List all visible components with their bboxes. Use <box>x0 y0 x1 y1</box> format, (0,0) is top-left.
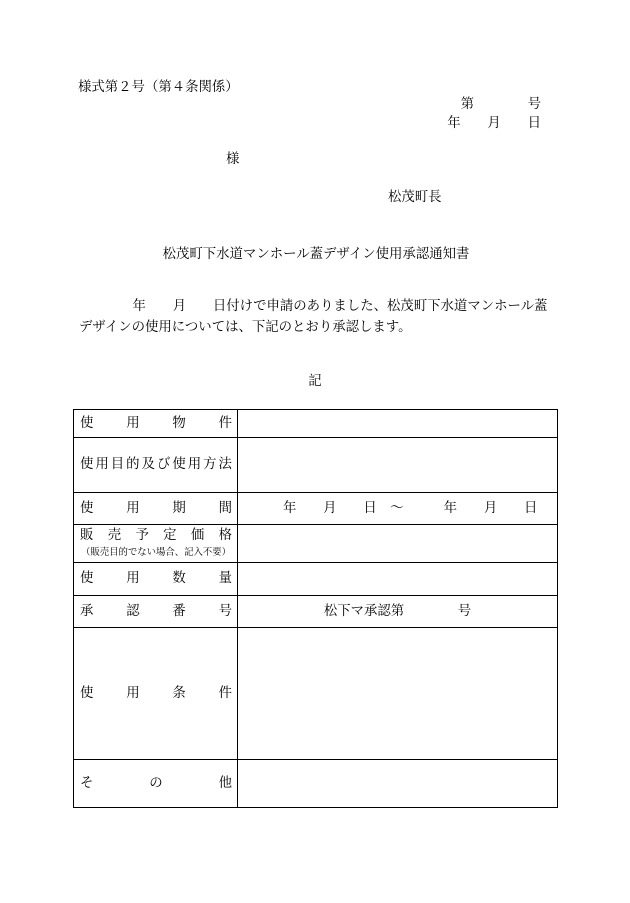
document-date: 年 月 日 <box>447 116 541 131</box>
document-number: 第 号 <box>460 97 541 112</box>
field-label-text <box>80 529 232 543</box>
label-char: 号 <box>218 603 232 619</box>
label-char: 方 <box>203 457 217 472</box>
field-label-usage-period <box>74 493 238 525</box>
label-char: 使 <box>80 415 94 431</box>
field-label-usage-quantity <box>74 563 238 596</box>
field-label-text <box>80 777 232 791</box>
label-char: 売 <box>107 528 122 543</box>
label-char: 使 <box>172 457 186 472</box>
field-value-other <box>238 760 558 808</box>
label-char: 期 <box>172 500 186 516</box>
ki-heading: 記 <box>308 374 322 389</box>
table-row <box>74 596 558 628</box>
field-label-text <box>80 572 232 586</box>
label-char: 件 <box>218 415 232 431</box>
label-char: 用 <box>95 457 109 472</box>
label-char: 間 <box>218 500 232 516</box>
label-char: 認 <box>126 603 140 619</box>
table-row <box>74 525 558 563</box>
field-label-text <box>80 687 232 701</box>
label-char: 物 <box>172 415 186 431</box>
field-label-planned-sale-price <box>74 525 238 563</box>
label-char: 用 <box>126 685 140 701</box>
addressee: 様 <box>226 152 240 167</box>
label-char: 使 <box>80 457 94 472</box>
body-paragraph: 年 月 日付けで申請のありました、松茂町下水道マンホール蓋デザインの使用については、下記のとおり承認します。 <box>79 299 548 335</box>
field-value-usage-period: 年 月 日 〜 年 月 日 <box>238 493 558 525</box>
document-title: 松茂町下水道マンホール蓋デザイン使用承認通知書 <box>162 247 470 262</box>
field-value-usage-quantity <box>238 563 558 596</box>
label-char: 販 <box>80 528 94 543</box>
table-row <box>74 760 558 808</box>
label-char: 使 <box>80 500 94 516</box>
table-row <box>74 493 558 525</box>
label-char: 承 <box>80 603 94 619</box>
label-char: 他 <box>218 775 232 791</box>
label-char: 量 <box>218 571 232 586</box>
label-char: 用 <box>187 457 202 472</box>
field-value-usage-purpose-method <box>238 438 558 493</box>
label-char: 件 <box>218 685 232 701</box>
label-char: 目 <box>110 457 125 472</box>
field-label-text <box>80 458 232 472</box>
label-char: 予 <box>135 528 149 543</box>
field-label-usage-purpose-method <box>74 438 238 493</box>
field-note: （販売目的でない場合、記入不要） <box>80 547 231 558</box>
field-label-text <box>80 417 232 431</box>
table-row <box>74 410 558 438</box>
label-char: 及 <box>141 457 155 472</box>
label-char: 価 <box>190 528 205 543</box>
label-char: 条 <box>172 685 186 701</box>
field-label-usage-conditions <box>74 628 238 760</box>
label-char: 的 <box>126 457 140 472</box>
label-char: 定 <box>163 528 177 543</box>
form-number: 様式第２号（第４条関係） <box>78 80 239 95</box>
approval-details-table <box>73 409 558 808</box>
field-label-approval-number <box>74 596 238 628</box>
label-stack <box>80 529 232 558</box>
label-char: 用 <box>126 500 140 516</box>
label-char: 格 <box>218 528 232 543</box>
label-char: の <box>149 775 163 791</box>
label-char: 用 <box>126 571 140 586</box>
label-char: 番 <box>172 603 186 619</box>
field-label-usage-item <box>74 410 238 438</box>
field-label-text <box>80 605 232 619</box>
label-char: 用 <box>126 415 140 431</box>
field-value-usage-conditions <box>238 628 558 760</box>
label-char: び <box>156 457 171 472</box>
table-row <box>74 563 558 596</box>
field-value-usage-item <box>238 410 558 438</box>
label-char: そ <box>80 775 94 791</box>
field-label-text <box>80 502 232 516</box>
label-char: 法 <box>218 457 232 472</box>
label-char: 使 <box>80 571 94 586</box>
label-char: 数 <box>172 571 186 586</box>
table-row <box>74 438 558 493</box>
field-value-planned-sale-price <box>238 525 558 563</box>
label-char: 使 <box>80 685 94 701</box>
table-row <box>74 628 558 760</box>
issuer: 松茂町長 <box>388 190 442 205</box>
field-value-approval-number: 松下マ承認第 号 <box>238 596 558 628</box>
field-label-other <box>74 760 238 808</box>
